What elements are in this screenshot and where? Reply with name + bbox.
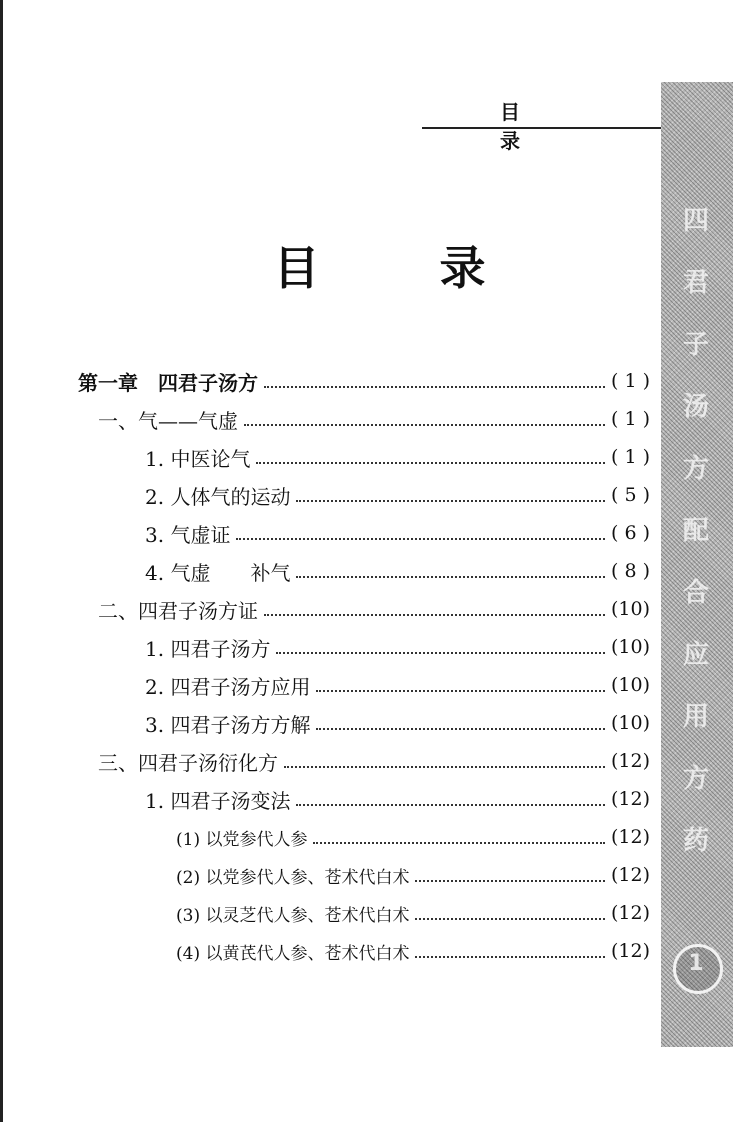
page-number-badge bbox=[673, 944, 723, 994]
toc-entry-label: 2. 四君子汤方应用 bbox=[145, 674, 311, 699]
toc-leader bbox=[264, 614, 605, 616]
toc-entry[interactable] bbox=[98, 746, 650, 776]
toc-entry[interactable] bbox=[176, 860, 650, 890]
toc-leader bbox=[316, 690, 605, 692]
toc-entry[interactable] bbox=[98, 404, 650, 434]
toc-leader bbox=[415, 918, 605, 920]
toc-entry-page: (10) bbox=[610, 674, 650, 696]
toc-leader bbox=[276, 652, 605, 654]
toc-entry-label: (4) 以黄芪代人参、苍术代白术 bbox=[176, 943, 410, 964]
strip-char: 合 bbox=[682, 578, 709, 608]
toc-entry[interactable] bbox=[145, 670, 650, 700]
toc-leader bbox=[296, 500, 605, 502]
toc-entry-page: (12) bbox=[610, 788, 650, 810]
toc-entry[interactable] bbox=[176, 822, 650, 852]
toc-leader bbox=[236, 538, 605, 540]
strip-char: 用 bbox=[682, 702, 709, 732]
toc-entry[interactable] bbox=[145, 708, 650, 738]
toc-entry-label: 2. 人体气的运动 bbox=[145, 484, 291, 509]
toc-entry-page: (10) bbox=[610, 712, 650, 734]
toc-entry-label: (1) 以党参代人参 bbox=[176, 829, 308, 850]
strip-char: 四 bbox=[682, 206, 709, 236]
toc-entry-label: 3. 四君子汤方方解 bbox=[145, 712, 311, 737]
strip-char: 应 bbox=[682, 640, 709, 670]
toc-entry-label: 二、四君子汤方证 bbox=[98, 598, 258, 623]
strip-char: 药 bbox=[682, 826, 709, 856]
strip-char: 方 bbox=[682, 454, 709, 484]
toc-entry-page: ( 8 ) bbox=[611, 560, 650, 582]
toc-entry-page: (12) bbox=[610, 902, 650, 924]
page-number-glyph: 1 bbox=[688, 951, 704, 976]
toc-entry-label: 1. 中医论气 bbox=[145, 446, 251, 471]
page-spine-edge bbox=[0, 0, 3, 1122]
toc-entry[interactable] bbox=[145, 442, 650, 472]
toc-entry[interactable] bbox=[176, 936, 650, 966]
toc-entry[interactable] bbox=[176, 898, 650, 928]
toc-leader bbox=[415, 880, 605, 882]
toc-entry-page: ( 5 ) bbox=[611, 484, 650, 506]
toc-entry-page: ( 6 ) bbox=[611, 522, 650, 544]
toc-entry-label: 第一章 四君子汤方 bbox=[78, 370, 258, 395]
strip-char: 方 bbox=[682, 764, 709, 794]
toc-leader bbox=[256, 462, 605, 464]
toc-entry-label: (3) 以灵芝代人参、苍术代白术 bbox=[176, 905, 410, 926]
toc-entry-label: (2) 以党参代人参、苍术代白术 bbox=[176, 867, 410, 888]
toc-entry-page: (12) bbox=[610, 826, 650, 848]
toc-entry-label: 三、四君子汤衍化方 bbox=[98, 750, 278, 775]
side-tab-strip bbox=[661, 82, 733, 1047]
toc-entry-label: 4. 气虚 补气 bbox=[145, 560, 291, 585]
strip-char: 汤 bbox=[682, 392, 709, 422]
toc-entry-page: (12) bbox=[610, 864, 650, 886]
toc-leader bbox=[244, 424, 605, 426]
toc-leader bbox=[296, 576, 605, 578]
toc-entry[interactable] bbox=[145, 556, 650, 586]
toc-entry-page: (12) bbox=[610, 750, 650, 772]
strip-char: 子 bbox=[682, 330, 709, 360]
toc-entry-page: ( 1 ) bbox=[611, 408, 650, 430]
toc-entry-label: 1. 四君子汤变法 bbox=[145, 788, 291, 813]
toc-entry-page: ( 1 ) bbox=[611, 370, 650, 392]
toc-entry[interactable] bbox=[145, 784, 650, 814]
page-title-text: 目 录 bbox=[273, 241, 538, 295]
toc-entry[interactable] bbox=[98, 594, 650, 624]
toc-entry[interactable] bbox=[78, 366, 650, 396]
toc-leader bbox=[313, 842, 605, 844]
page-title bbox=[0, 232, 755, 298]
toc-entry[interactable] bbox=[145, 480, 650, 510]
toc-entry-page: (10) bbox=[610, 636, 650, 658]
strip-char: 配 bbox=[682, 516, 709, 546]
toc-entry[interactable] bbox=[145, 632, 650, 662]
header-rule bbox=[422, 127, 662, 129]
strip-char: 君 bbox=[682, 268, 709, 298]
toc-leader bbox=[415, 956, 605, 958]
toc-entry-page: (10) bbox=[610, 598, 650, 620]
toc-leader bbox=[264, 386, 605, 388]
toc-entry[interactable] bbox=[145, 518, 650, 548]
toc-leader bbox=[316, 728, 605, 730]
toc-entry-page: (12) bbox=[610, 940, 650, 962]
toc-entry-label: 1. 四君子汤方 bbox=[145, 636, 271, 661]
running-header-title: 目 录 bbox=[500, 100, 558, 153]
toc-leader bbox=[284, 766, 605, 768]
toc-entry-label: 一、气——气虚 bbox=[98, 408, 238, 433]
toc-entry-label: 3. 气虚证 bbox=[145, 522, 231, 547]
toc-leader bbox=[296, 804, 605, 806]
toc-entry-page: ( 1 ) bbox=[611, 446, 650, 468]
